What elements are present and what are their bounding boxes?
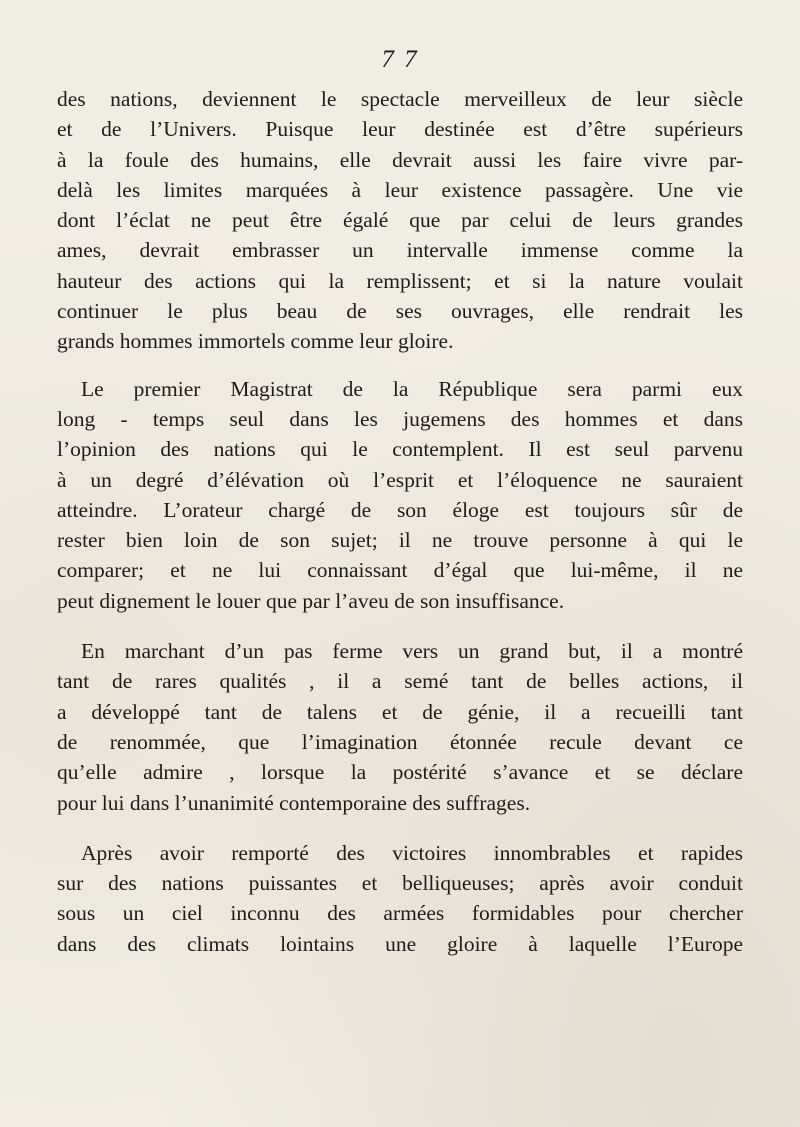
paragraph-4 bbox=[57, 838, 743, 959]
text-line: tant de rares qualités , il a semé tant de belles actions, il bbox=[57, 669, 743, 694]
paragraph-1 bbox=[57, 84, 743, 357]
text-line: atteindre. L’orateur chargé de son éloge est toujours sûr de bbox=[57, 497, 743, 522]
text-line: de renommée, que l’imagination étonnée recule devant ce bbox=[57, 729, 743, 754]
text-line: delà les limites marquées à leur existence passagère. Une vie bbox=[57, 177, 743, 202]
text-line: comparer; et ne lui connaissant d’égal que lui-même, il ne bbox=[57, 558, 743, 583]
text-line: sur des nations puissantes et belliqueuses; après avoir conduit bbox=[57, 871, 743, 896]
text-line: dont l’éclat ne peut être égalé que par celui de leurs grandes bbox=[57, 208, 743, 233]
text-line: des nations, deviennent le spectacle merveilleux de leur siècle bbox=[57, 87, 743, 111]
text-line: hauteur des actions qui la remplissent; et si la nature voulait bbox=[57, 268, 743, 293]
text-line: rester bien loin de son sujet; il ne trouve personne à qui le bbox=[57, 528, 743, 553]
text-line: grands hommes immortels comme leur gloire. bbox=[57, 329, 454, 354]
text-line: a développé tant de talens et de génie, il a recueilli tant bbox=[57, 699, 743, 724]
text-line: pour lui dans l’unanimité contemporaine des suffrages. bbox=[57, 790, 531, 815]
text-line: Après avoir remporté des victoires innombrables et rapides bbox=[81, 840, 743, 865]
text-line: sous un ciel inconnu des armées formidables pour chercher bbox=[57, 901, 743, 926]
page-number: 7 7 bbox=[381, 46, 419, 73]
body-text bbox=[57, 84, 743, 959]
text-line: à la foule des humains, elle devrait aussi les faire vivre par- bbox=[57, 147, 743, 172]
text-line: Le premier Magistrat de la République sera parmi eux bbox=[81, 376, 743, 401]
text-line: long - temps seul dans les jugemens des hommes et dans bbox=[57, 406, 743, 431]
text-line: dans des climats lointains une gloire à laquelle l’Europe bbox=[57, 931, 743, 956]
paragraph-3 bbox=[57, 636, 743, 818]
paragraph-2 bbox=[57, 374, 743, 616]
text-line: qu’elle admire , lorsque la postérité s’avance et se déclare bbox=[57, 760, 743, 785]
text-line: ames, devrait embrasser un intervalle immense comme la bbox=[57, 238, 743, 263]
text-line: peut dignement le louer que par l’aveu de son insuffisance. bbox=[57, 588, 565, 613]
text-line: l’opinion des nations qui le contemplent. Il est seul parvenu bbox=[57, 437, 743, 462]
text-line: et de l’Univers. Puisque leur destinée est d’être supérieurs bbox=[57, 117, 743, 142]
text-line: continuer le plus beau de ses ouvrages, elle rendrait les bbox=[57, 299, 743, 324]
text-line: En marchant d’un pas ferme vers un grand but, il a montré bbox=[81, 639, 743, 664]
text-line: à un degré d’élévation où l’esprit et l’éloquence ne sauraient bbox=[57, 467, 743, 492]
